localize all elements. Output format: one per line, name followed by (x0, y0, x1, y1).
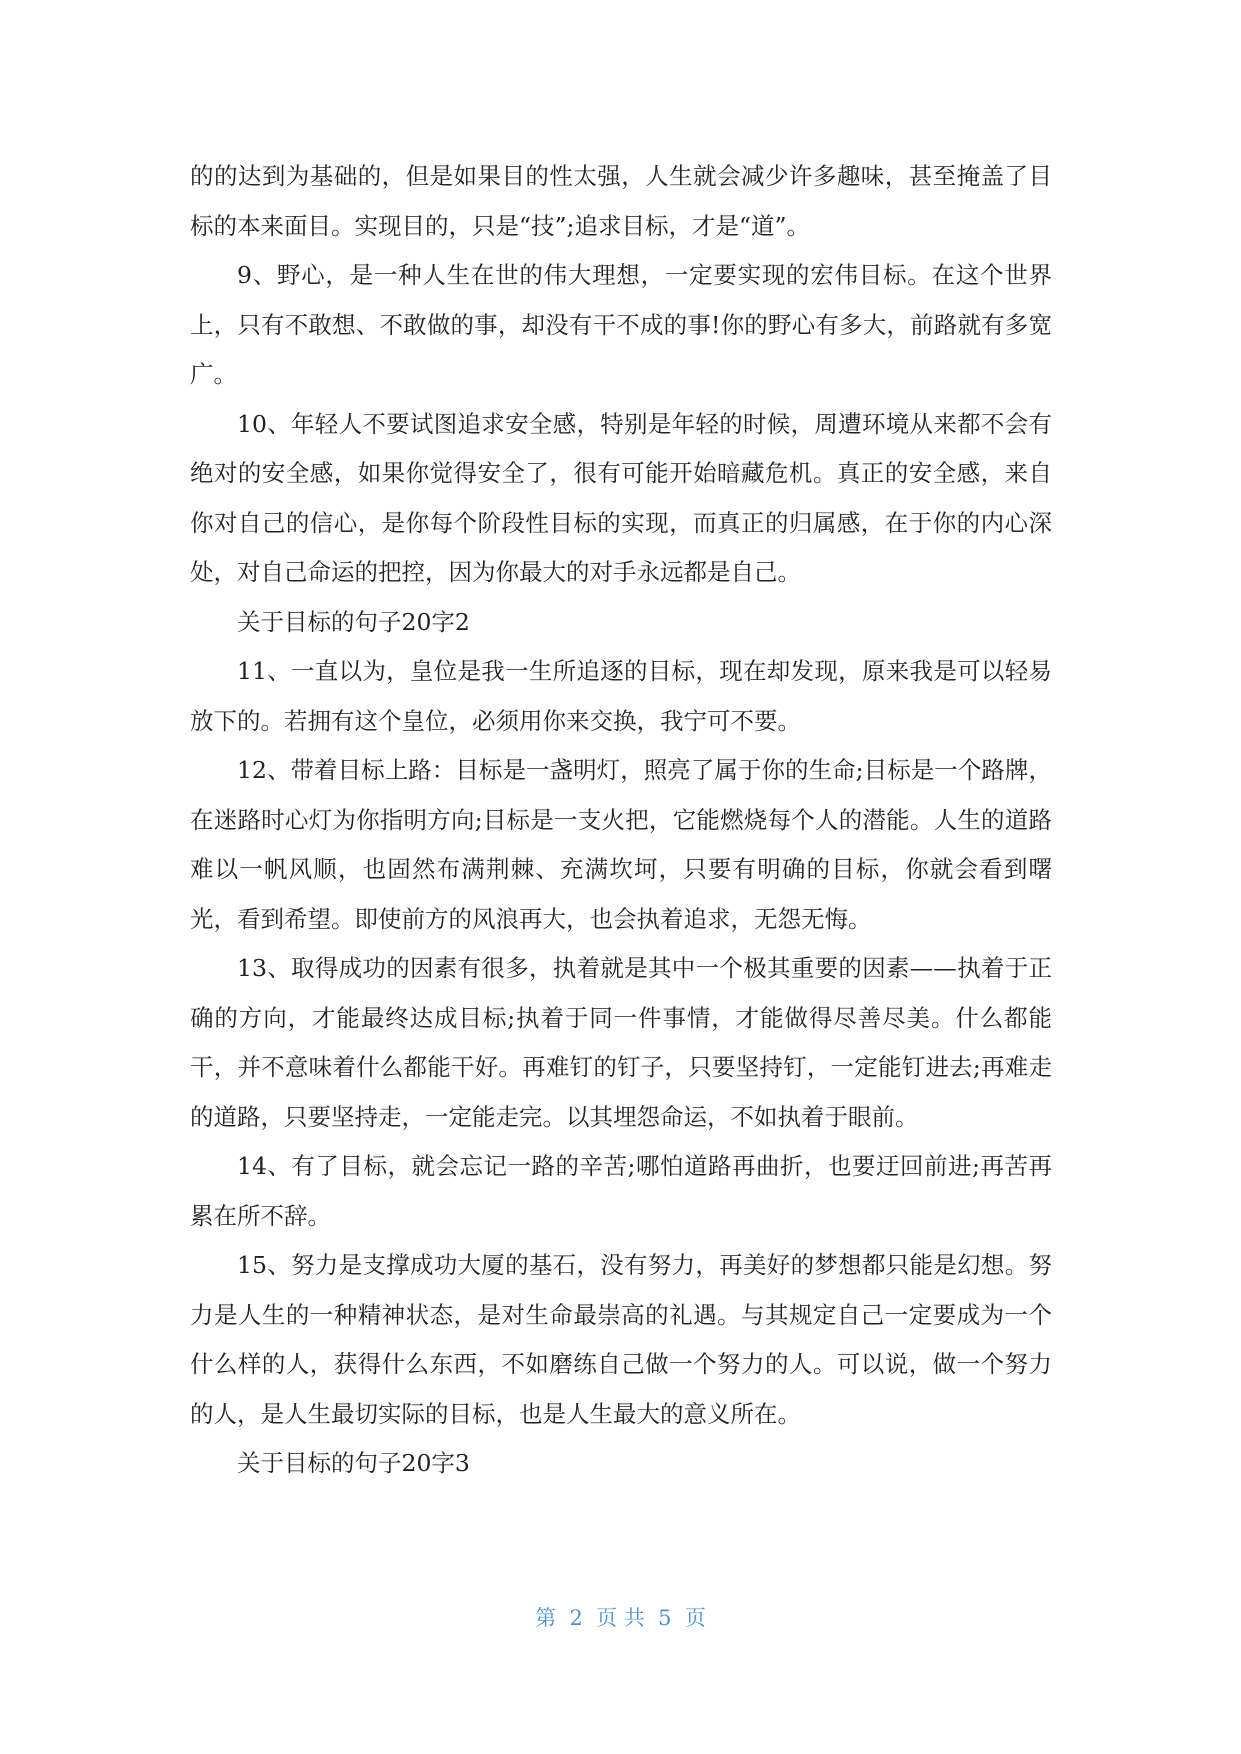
paragraph-item-14: 14、有了目标，就会忘记一路的辛苦;哪怕道路再曲折，也要迂回前进;再苦再累在所不辞。 (190, 1152, 1052, 1230)
paragraph-item-9: 9、野心，是一种人生在世的伟大理想，一定要实现的宏伟目标。在这个世界上，只有不敢想、不敢做的事，却没有干不成的事!你的野心有多大，前路就有多宽广。 (190, 261, 1052, 388)
section-heading-3: 关于目标的句子20字3 (237, 1449, 470, 1477)
section-heading-2: 关于目标的句子20字2 (237, 607, 470, 636)
paragraph-item-13: 13、取得成功的因素有很多，执着就是其中一个极其重要的因素——执着于正确的方向，才能最终达成目标;执着于同一件事情，才能做得尽善尽美。什么都能干，并不意味着什么都能干好。再难钉的钉子，只要坚持钉，一定能钉进去;再难走的道路，只要坚持走，一定能走完。以其埋怨命运，不如执着于眼前。 (190, 954, 1052, 1131)
document-body (190, 152, 1052, 1489)
paragraph-continuation: 的的达到为基础的，但是如果目的性太强，人生就会减少许多趣味，甚至掩盖了目标的本来面目。实现目的，只是“技”;追求目标，才是“道”。 (190, 162, 1052, 240)
paragraph-item-12: 12、带着目标上路：目标是一盏明灯，照亮了属于你的生命;目标是一个路牌，在迷路时心灯为你指明方向;目标是一支火把，它能燃烧每个人的潜能。人生的道路难以一帆风顺，也固然布满荆棘、充满坎坷，只要有明确的目标，你就会看到曙光，看到希望。即使前方的风浪再大，也会执着追求，无怨无悔。 (190, 756, 1052, 933)
paragraph-item-15: 15、努力是支撑成功大厦的基石，没有努力，再美好的梦想都只能是幻想。努力是人生的一种精神状态，是对生命最崇高的礼遇。与其规定自己一定要成为一个什么样的人，获得什么东西，不如磨练自己做一个努力的人。可以说，做一个努力的人，是人生最切实际的目标，也是人生最大的意义所在。 (190, 1251, 1052, 1428)
paragraph-item-10: 10、年轻人不要试图追求安全感，特别是年轻的时候，周遭环境从来都不会有绝对的安全感，如果你觉得安全了，很有可能开始暗藏危机。真正的安全感，来自你对自己的信心，是你每个阶段性目标的实现，而真正的归属感，在于你的内心深处，对自己命运的把控，因为你最大的对手永远都是自己。 (190, 409, 1052, 586)
page-number-footer: 第 2 页 共 5 页 (535, 1606, 706, 1630)
paragraph-item-11: 11、一直以为，皇位是我一生所追逐的目标，现在却发现，原来我是可以轻易放下的。若拥有这个皇位，必须用你来交换，我宁可不要。 (190, 657, 1052, 735)
